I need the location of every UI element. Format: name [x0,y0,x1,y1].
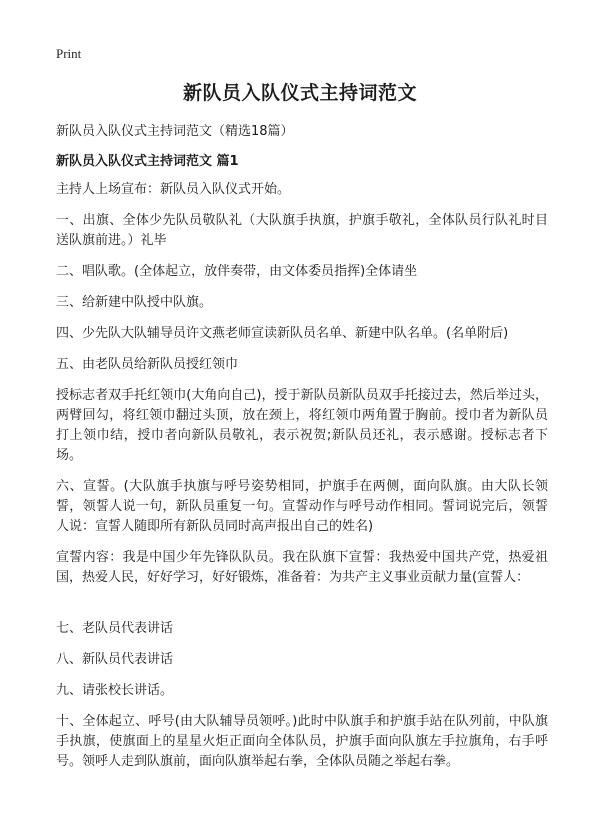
paragraph-host-announcement: 主持人上场宣布：新队员入队仪式开始。 [56,182,291,197]
paragraph-step-2-anthem: 二、唱队歌。(全体起立，放伴奏带，由文体委员指挥)全体请坐 [56,264,418,279]
paragraph-step-5-scarf: 五、由老队员给新队员授红领巾 [56,357,239,372]
document-title: 新队员入队仪式主持词范文 [182,82,417,104]
paragraph-step-1-flag: 一、出旗、全体少先队员敬队礼（大队旗手执旗，护旗手敬礼，全体队员行队礼时目送队旗前进。）礼毕 [56,213,548,248]
paragraph-oath-content: 宣誓内容：我是中国少年先锋队队员。我在队旗下宣誓：我热爱中国共产党，热爱祖国，热爱人民，好好学习，好好锻炼，准备着：为共产主义事业贡献力量(宣誓人： [56,550,548,585]
paragraph-scarf-procedure: 授标志者双手托红领巾(大角向自己)，授于新队员新队员双手托接过去，然后举过头，两臂回勾，将红领巾翻过头顶，放在颈上，将红领巾两角置于胸前。授巾者为新队员打上领巾结，授巾者向新队员敬礼，表示祝贺;新队员还礼，表示感谢。授标志者下场。 [56,388,548,463]
document-subtitle: 新队员入队仪式主持词范文（精选18篇） [56,124,294,139]
paragraph-step-7-senior-speech: 七、老队员代表讲话 [56,621,174,636]
paragraph-step-3-squad-flag: 三、给新建中队授中队旗。 [56,295,213,310]
paragraph-step-9-principal-speech: 九、请张校长讲话。 [56,683,174,698]
paragraph-step-10-salute: 十、全体起立、呼号(由大队辅导员领呼。)此时中队旗手和护旗手站在队列前，中队旗手执旗，使旗面上的星星火炬正面向全体队员，护旗手面向队旗左手拉旗角，右手呼号。领呼人走到队旗前，面向队旗举起右拳，全体队员随之举起右拳。 [56,714,548,769]
print-link[interactable]: Print [56,46,82,61]
paragraph-step-6-oath: 六、宣誓。(大队旗手执旗与呼号姿势相同，护旗手在两侧，面向队旗。由大队长领誓，领誓人说一句，新队员重复一句。宣誓动作与呼号动作相同。誓词说完后，领誓人说：宣誓人随即所有新队员同时高声报出自己的姓名) [56,479,548,534]
paragraph-step-8-new-member-speech: 八、新队员代表讲话 [56,652,174,667]
paragraph-step-4-roster: 四、少先队大队辅导员许文燕老师宣读新队员名单、新建中队名单。(名单附后) [56,326,509,341]
section-heading: 新队员入队仪式主持词范文 篇1 [56,154,239,169]
